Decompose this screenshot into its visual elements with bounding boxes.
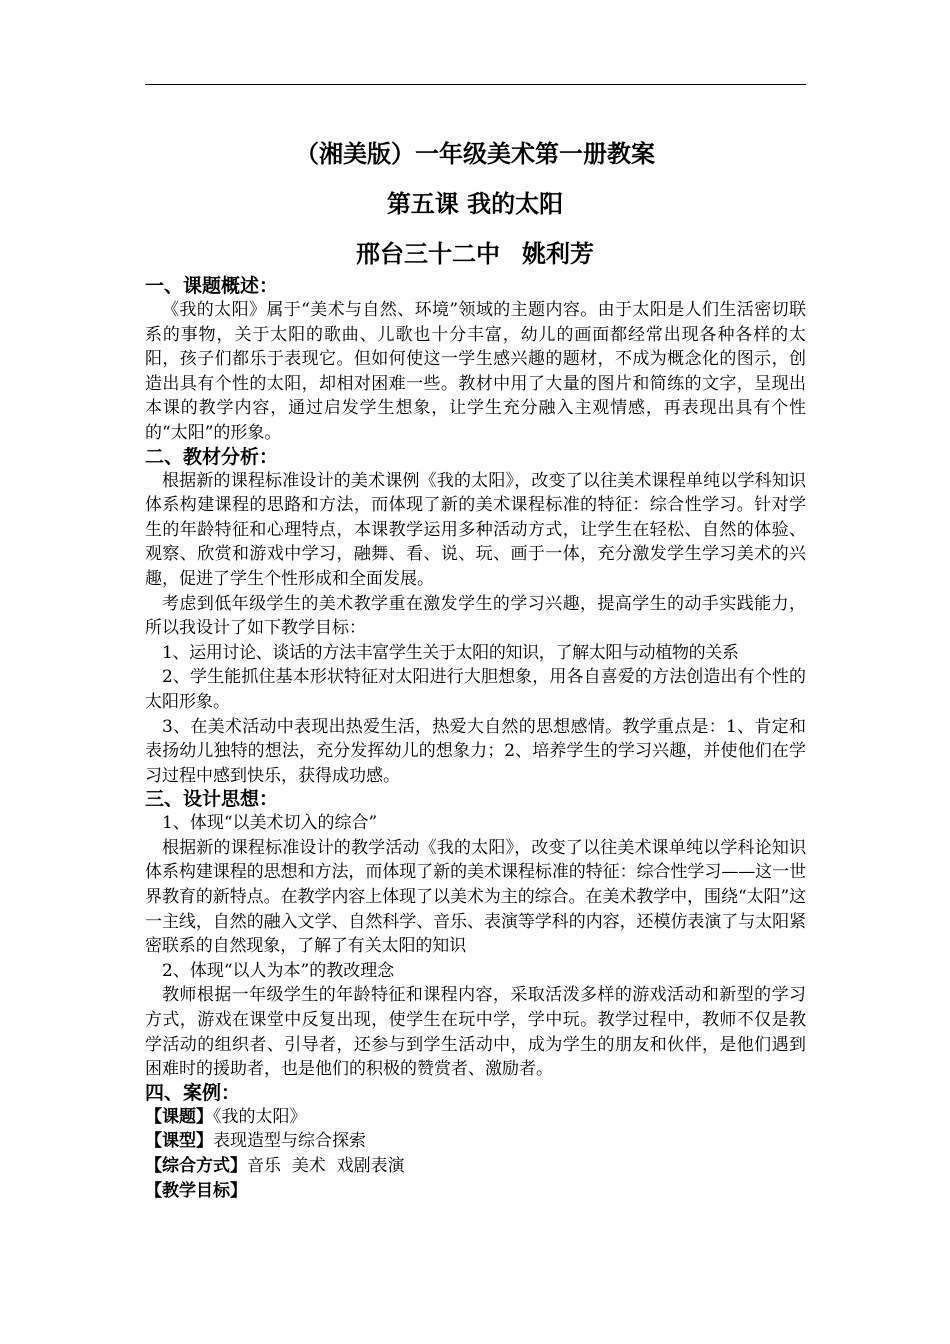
case-value: 表现造型与综合探索 <box>213 1131 366 1152</box>
document-body <box>145 275 806 1203</box>
case-item-type <box>145 1129 806 1154</box>
goal-item: 2、学生能抓住基本形状特征对太阳进行大胆想象，用各自喜爱的方法创造出有个性的太阳形象。 <box>145 667 806 712</box>
author-line <box>0 234 950 269</box>
lesson-title: 第五课 我的太阳 <box>386 190 564 218</box>
case-item-mode <box>145 1154 806 1179</box>
point-heading: 2、体现“以人为本”的教改理念 <box>162 960 395 981</box>
case-key: 【教学目标】 <box>145 1180 247 1201</box>
author-school: 邢台三十二中 <box>356 240 500 268</box>
case-item-goals <box>145 1179 806 1204</box>
case-value: 《我的太阳》 <box>213 1106 307 1127</box>
goal-item: 3、在美术活动中表现出热爱生活，热爱大自然的思想感情。教学重点是：1、肯定和表扬幼儿独特的想法，充分发挥幼儿的想象力；2、培养学生的学习兴趣，并使他们在学习过程中感到快乐，获得成功感。 <box>145 716 806 786</box>
paragraph: 考虑到低年级学生的美术教学重在激发学生的学习兴趣，提高学生的动手实践能力，所以我设计了如下教学目标： <box>145 593 806 639</box>
paragraph: 教师根据一年级学生的年龄特征和课程内容，采取活泼多样的游戏活动和新型的学习方式，游戏在课堂中反复出现，使学生在玩中学，学中玩。教学过程中，教师不仅是教学活动的组织者、引导者，还参与到学生活动中，成为学生的朋友和伙伴，是他们遇到困难时的援助者，也是他们的积极的赞赏者、激励者。 <box>145 985 806 1080</box>
case-item-topic <box>145 1105 806 1130</box>
paragraph: 《我的太阳》属于“美术与自然、环境”领域的主题内容。由于太阳是人们生活密切联系的事物，关于太阳的歌曲、儿歌也十分丰富，幼儿的画面都经常出现各种各样的太阳，孩子们都乐于表现它。但如何使这一学生感兴趣的题材，不成为概念化的图示，创造出具有个性的太阳，却相对困难一些。教材中用了大量的图片和简练的文字，呈现出本课的教学内容，通过启发学生想象，让学生充分融入主观情感，再表现出具有个性的“太阳”的形象。 <box>145 300 806 443</box>
section-heading: 三、设计思想： <box>145 788 279 811</box>
section-heading: 二、教材分析： <box>145 445 279 468</box>
section-heading: 四、案例： <box>145 1081 241 1104</box>
header-rule <box>145 84 806 85</box>
case-key: 【课题】 <box>145 1106 213 1127</box>
author-name: 姚利芳 <box>522 240 594 268</box>
case-key: 【课型】 <box>145 1131 213 1152</box>
case-key: 【综合方式】 <box>145 1156 247 1176</box>
document-title: （湘美版）一年级美术第一册教案 <box>295 140 655 168</box>
goal-item: 1、运用讨论、谈话的方法丰富学生关于太阳的知识，了解太阳与动植物的关系 <box>162 642 739 663</box>
paragraph: 根据新的课程标准设计的教学活动《我的太阳》，改变了以往美术课单纯以学科论知识体系构建课程的思想和方法，而体现了新的美术课程标准的特征：综合性学习——这一世界教育的新特点。在教学内容上体现了以美术为主的综合。在美术教学中，围绕“太阳”这一主线，自然的融入文学、自然科学、音乐、表演等学科的内容，还模仿表演了与太阳紧密联系的自然现象，了解了有关太阳的知识 <box>145 837 806 957</box>
case-value: 音乐 美术 戏剧表演 <box>247 1156 405 1176</box>
section-heading: 一、课题概述： <box>145 275 279 297</box>
point-heading: 1、体现“以美术切入的综合” <box>162 813 378 834</box>
paragraph: 根据新的课程标准设计的美术课例《我的太阳》，改变了以往美术课程单纯以学科知识体系构建课程的思路和方法，而体现了新的美术课程标准的特征：综合性学习。针对学生的年龄特征和心理特点，本课教学运用多种活动方式，让学生在轻松、自然的体验、观察、欣赏和游戏中学习，融舞、看、说、玩、画于一体，充分激发学生学习美术的兴趣，促进了学生个性形成和全面发展。 <box>145 470 806 589</box>
